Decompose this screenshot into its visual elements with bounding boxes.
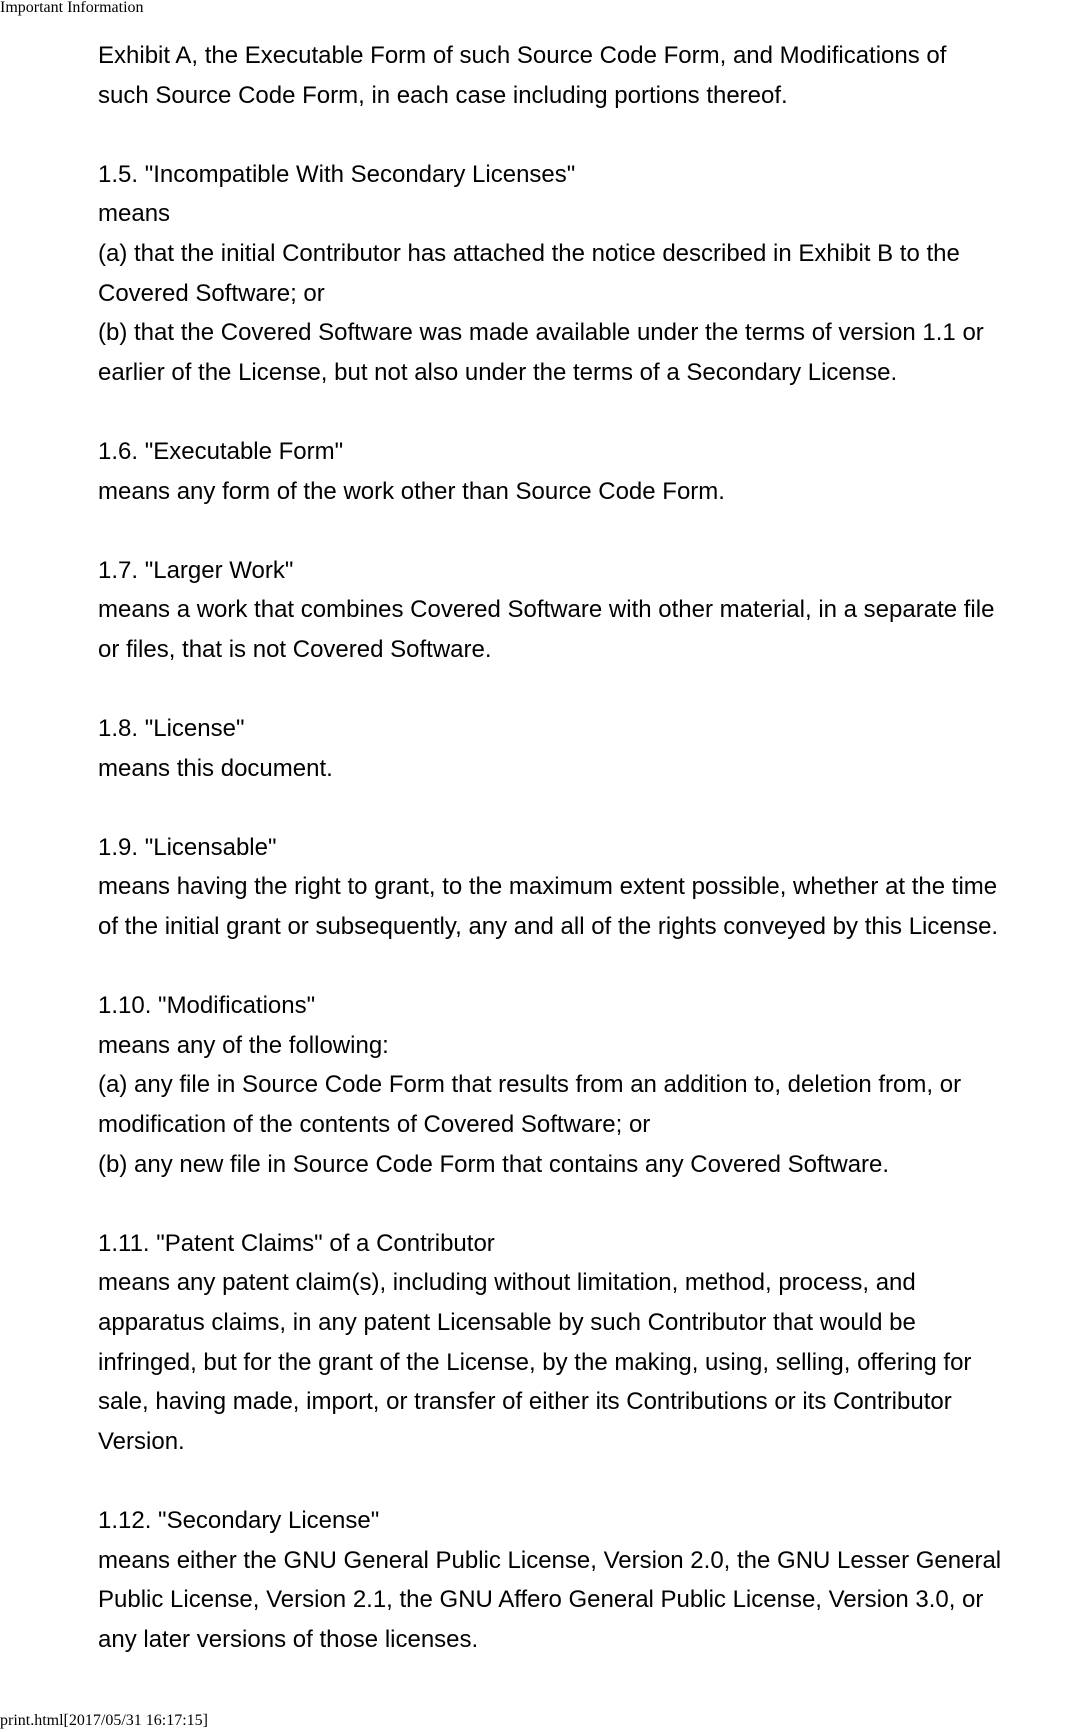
intro-line: such Source Code Form, in each case including portions thereof. (98, 81, 788, 109)
definition-line: or files, that is not Covered Software. (98, 635, 492, 663)
definition-line: means having the right to grant, to the maximum extent possible, whether at the time (98, 873, 998, 901)
intro-line: Exhibit A, the Executable Form of such Source Code Form, and Modifications of (98, 42, 947, 69)
definition-1-7 (98, 551, 1088, 670)
definition-term: 1.9. "Licensable" (98, 833, 277, 861)
definition-line: means any form of the work other than Source Code Form. (98, 477, 725, 505)
blank-line (98, 1461, 1088, 1501)
definition-term: 1.7. "Larger Work" (98, 556, 294, 584)
definition-1-6 (98, 432, 1088, 511)
blank-line (98, 511, 1088, 551)
definition-line: (b) any new file in Source Code Form that contains any Covered Software. (98, 1150, 890, 1178)
definition-1-11 (98, 1224, 1088, 1462)
print-header-title: Important Information (0, 0, 144, 16)
definition-term: 1.6. "Executable Form" (98, 437, 344, 465)
definition-1-12 (98, 1501, 1088, 1659)
definition-line: means a work that combines Covered Software with other material, in a separate file (98, 596, 995, 624)
intro-paragraph (98, 36, 1088, 115)
definition-line: any later versions of those licenses. (98, 1625, 479, 1653)
definition-line: means any of the following: (98, 1031, 389, 1059)
definition-line: means this document. (98, 754, 333, 782)
blank-line (98, 392, 1088, 432)
definition-line: (b) that the Covered Software was made available under the terms of version 1.1 or (98, 319, 984, 347)
definition-line: infringed, but for the grant of the License, by the making, using, selling, offering for (98, 1348, 972, 1376)
blank-line (98, 670, 1088, 710)
blank-line (98, 788, 1088, 828)
definition-term: 1.11. "Patent Claims" of a Contributor (98, 1229, 495, 1257)
definition-line: (a) that the initial Contributor has attached the notice described in Exhibit B to the (98, 239, 960, 267)
definition-line: (a) any file in Source Code Form that results from an addition to, deletion from, or (98, 1071, 962, 1099)
definition-1-9 (98, 828, 1088, 947)
definition-term: 1.12. "Secondary License" (98, 1506, 380, 1534)
definition-line: modification of the contents of Covered Software; or (98, 1111, 651, 1139)
definition-line: means (98, 200, 171, 228)
definition-line: means either the GNU General Public License, Version 2.0, the GNU Lesser General (98, 1546, 1002, 1574)
definition-term: 1.8. "License" (98, 715, 245, 743)
definition-term: 1.5. "Incompatible With Secondary Licenses" (98, 160, 576, 188)
blank-line (98, 115, 1088, 155)
blank-line (98, 947, 1088, 987)
definition-line: Public License, Version 2.1, the GNU Affero General Public License, Version 3.0, or (98, 1586, 984, 1614)
definition-line: means any patent claim(s), including without limitation, method, process, and (98, 1269, 916, 1297)
definition-term: 1.10. "Modifications" (98, 992, 316, 1020)
definition-line: Version. (98, 1427, 185, 1455)
blank-line (98, 1184, 1088, 1224)
definition-line: sale, having made, import, or transfer of either its Contributions or its Contributor (98, 1388, 952, 1416)
definition-line: of the initial grant or subsequently, any and all of the rights conveyed by this License. (98, 913, 999, 941)
definition-line: earlier of the License, but not also under the terms of a Secondary License. (98, 358, 898, 386)
license-document-body (98, 36, 1088, 1659)
definition-1-8 (98, 709, 1088, 788)
definition-1-5 (98, 155, 1088, 393)
definition-line: apparatus claims, in any patent Licensable by such Contributor that would be (98, 1309, 916, 1336)
print-footer-source: print.html[2017/05/31 16:17:15] (0, 1712, 208, 1729)
definition-1-10 (98, 986, 1088, 1184)
definition-line: Covered Software; or (98, 279, 325, 307)
